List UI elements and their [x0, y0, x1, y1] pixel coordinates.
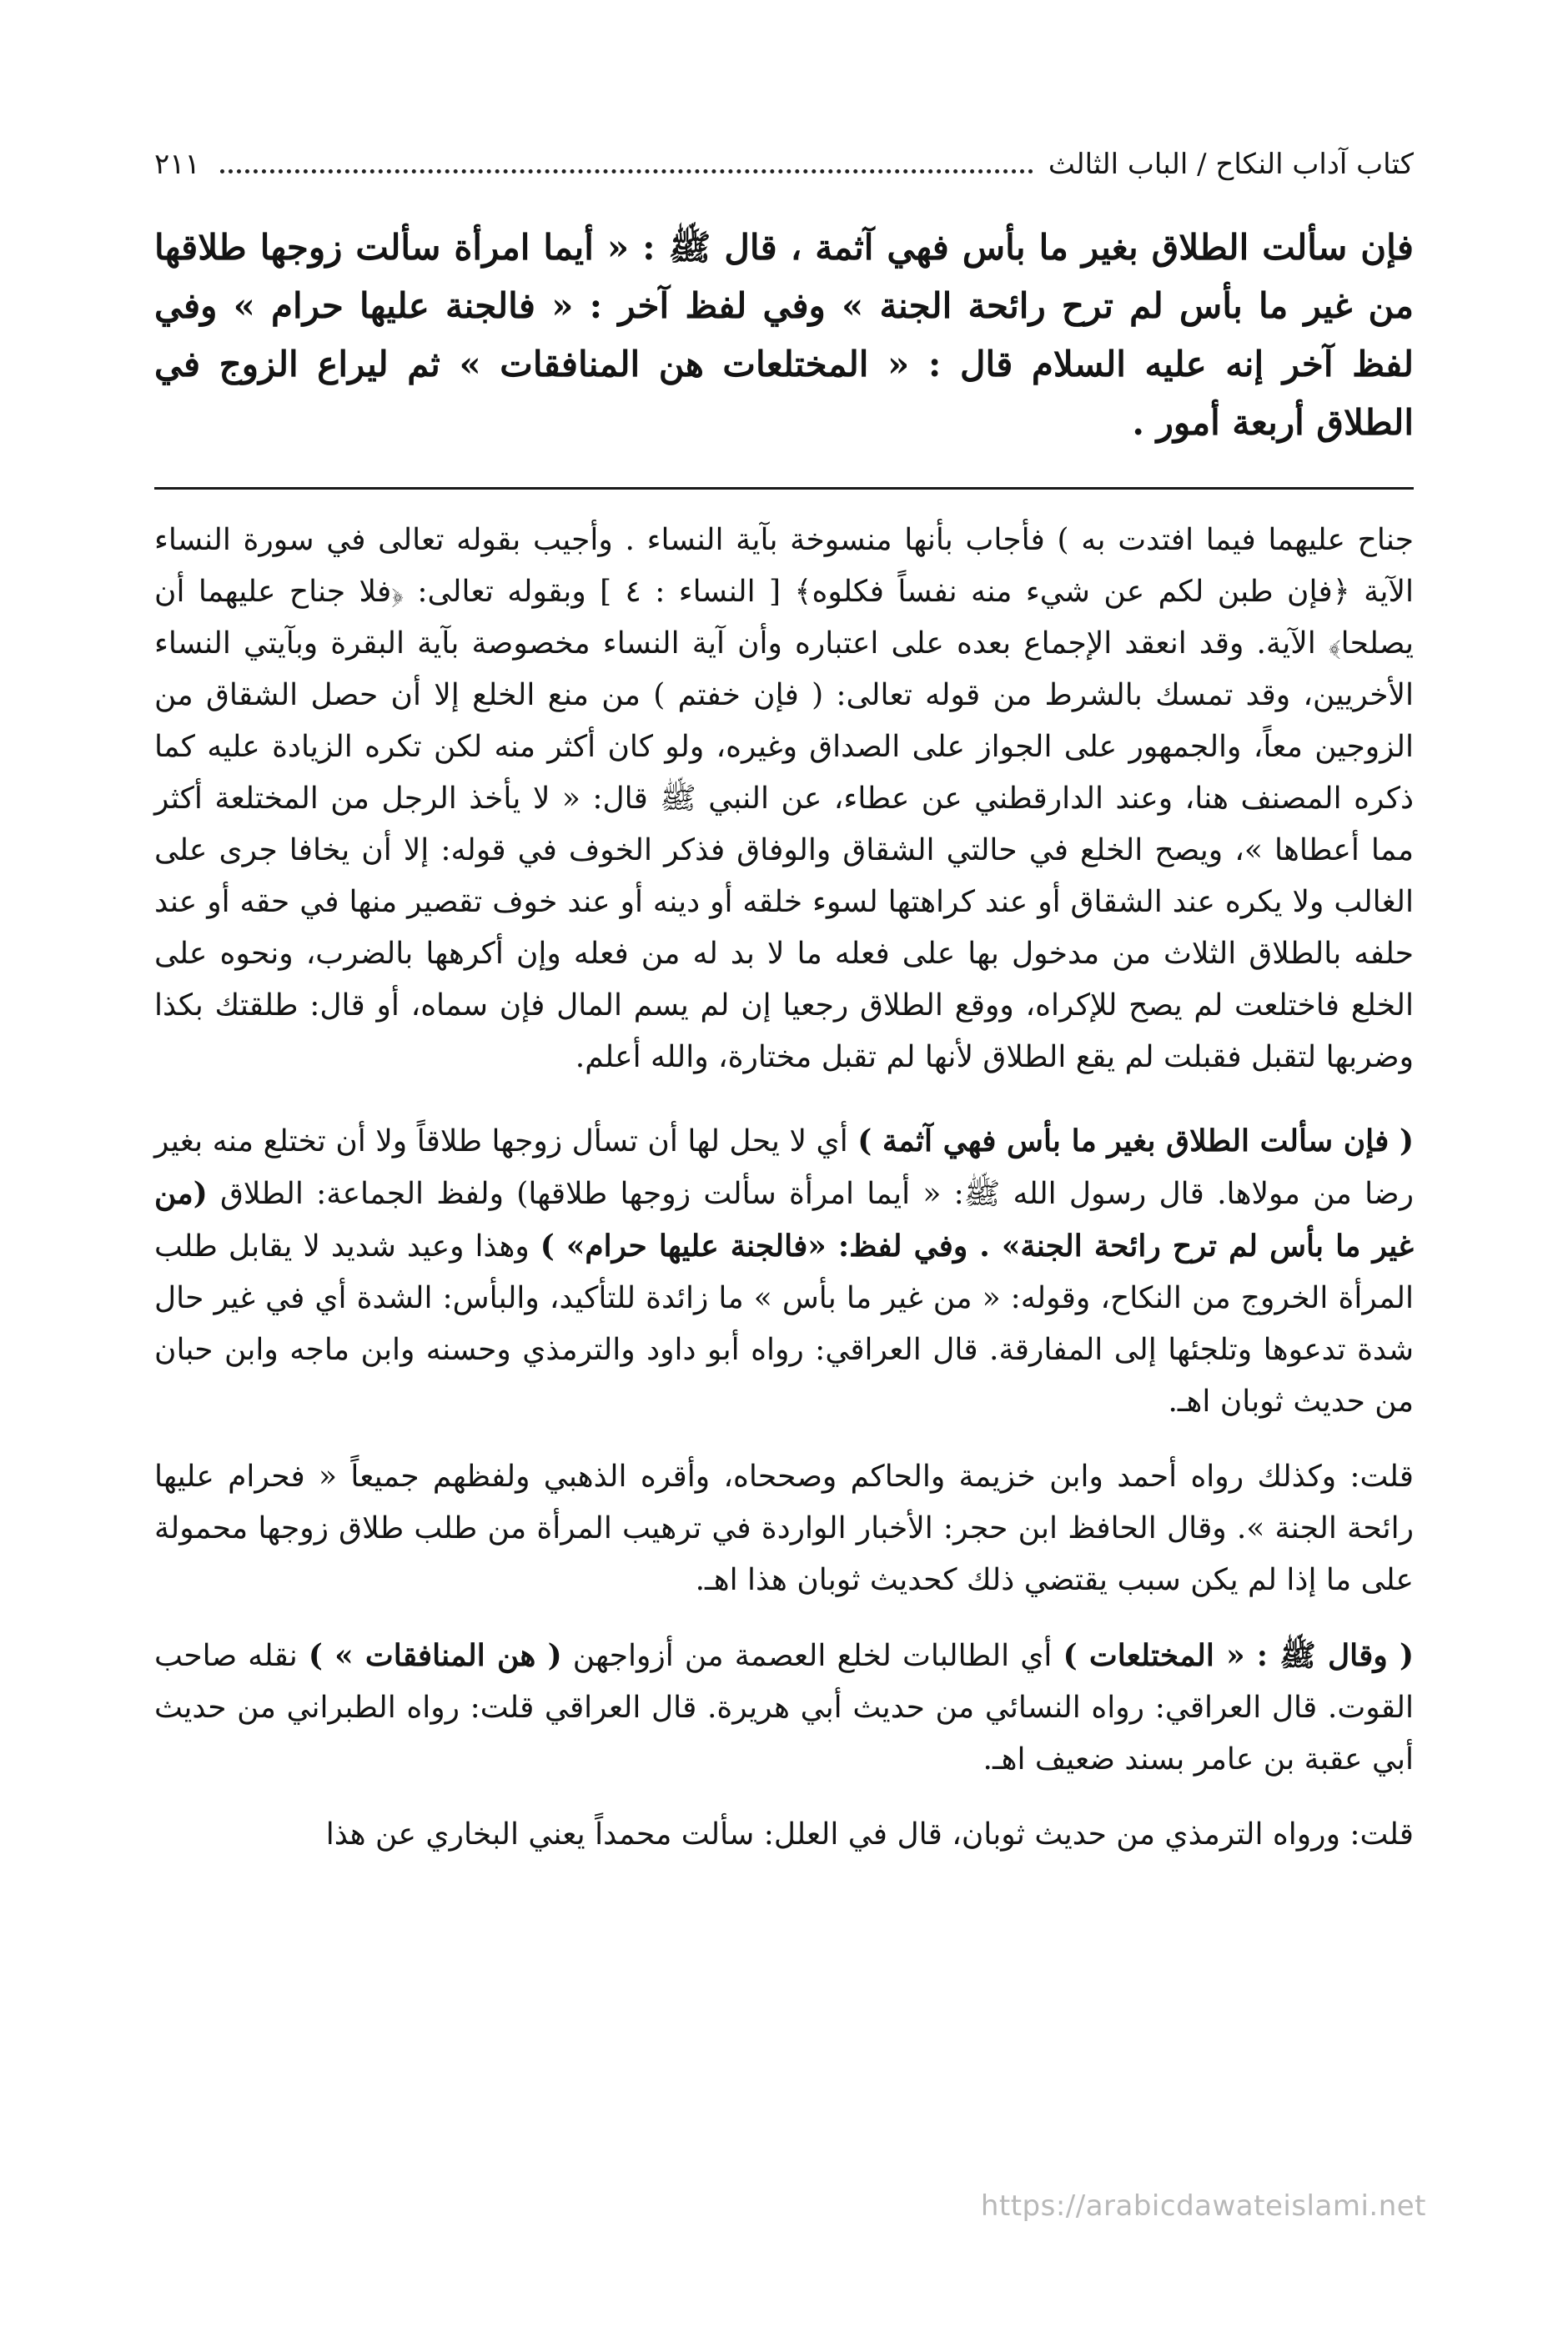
commentary-paragraph-4: [154, 1630, 1414, 1786]
quoted-lemma: ( وقال ﷺ : « المختلعات ): [1063, 1638, 1414, 1673]
main-text: فإن سألت الطلاق بغير ما بأس فهي آثمة ، قال ﷺ : « أيما امرأة سألت زوجها طلاقها من غير ما بأس لم ترح رائحة الجنة » وفي لفظ آخر : « فالجنة عليها حرام » وفي لفظ آخر إنه عليه السلام قال : « المختلعات هن المنافقات » ثم ليراع الزوج في الطلاق أربعة أمور .: [154, 227, 1414, 443]
commentary-paragraph-3: قلت: وكذلك رواه أحمد وابن خزيمة والحاكم وصححاه، وأقره الذهبي ولفظهم جميعاً « فحرام عليها رائحة الجنة ». وقال الحافظ ابن حجر: الأخبار الواردة في ترهيب المرأة من طلب طلاق زوجها محمولة على ما إذا لم يكن سبب يقتضي ذلك كحديث ثوبان هذا اهـ.: [154, 1460, 1414, 1597]
paragraph-text: أي الطالبات لخلع العصمة من أزواجهن: [561, 1639, 1063, 1673]
paragraph-text: نقله صاحب القوت. قال العراقي: رواه النسائي من حديث أبي هريرة. قال العراقي قلت: رواه الطبراني من حديث أبي عقبة بن عامر بسند ضعيف اهـ.: [154, 1639, 1414, 1777]
commentary-paragraph-5: قلت: ورواه الترمذي من حديث ثوبان، قال في العلل: سألت محمداً يعني البخاري عن هذا: [325, 1817, 1414, 1852]
leader-dots: [220, 169, 1033, 173]
running-header: [154, 125, 1414, 183]
paragraph-text: وهذا وعيد شديد لا يقابل طلب المرأة الخروج من النكاح، وقوله: « من غير ما بأس » ما زائدة للتأكيد، والبأس: الشدة أي في غير حال شدة تدعوها وتلجئها إلى المفارقة. قال العراقي: رواه أبو داود والترمذي وحسنه وابن ماجه وابن حبان من حديث ثوبان اهـ.: [154, 1229, 1414, 1419]
quoted-lemma: (من غير ما بأس لم ترح رائحة الجنة» . وفي لفظ: «فالجنة عليها حرام» ): [154, 1176, 1414, 1264]
chapter-title: كتاب آداب النكاح / الباب الثالث: [1048, 148, 1414, 181]
book-page: [154, 125, 1414, 1884]
quoted-lemma: ( فإن سألت الطلاق بغير ما بأس فهي آثمة ): [857, 1123, 1414, 1158]
commentary-paragraph-1: جناح عليهما فيما افتدت به ) فأجاب بأنها منسوخة بآية النساء . وأجيب بقوله تعالى في سورة النساء الآية ﴿فإن طبن لكم عن شيء منه نفساً فكلوه﴾ [ النساء : ٤ ] وبقوله تعالى: ﴿فلا جناح عليهما أن يصلحا﴾ الآية. وقد انعقد الإجماع بعده على اعتباره وأن آية النساء مخصوصة بآية البقرة وبآيتي النساء الأخريين، وقد تمسك بالشرط من قوله تعالى: ( فإن خفتم ) من منع الخلع إلا أن حصل الشقاق من الزوجين معاً، والجمهور على الجواز على الصداق وغيره، ولو كان أكثر منه لكن تكره الزيادة عليه كما ذكره المصنف هنا، وعند الدارقطني عن عطاء، عن النبي ﷺ قال: « لا يأخذ الرجل من المختلعة أكثر مما أعطاها »، ويصح الخلع في حالتي الشقاق والوفاق فذكر الخوف في قوله: إلا أن يخافا جرى على الغالب ولا يكره عند الشقاق أو عند كراهتها لسوء خلقه أو دينه أو عند خوف تقصير منها في حقه أو عند حلفه بالطلاق الثلاث من مدخول بها على فعله ما لا بد له من فعله وإن أكرهها بالضرب، ونحوه على الخلع فاختلعت لم يصح للإكراه، ووقع الطلاق رجعيا إن لم يسم المال فإن سماه، أو قال: طلقتك بكذا وضربها لتقبل فقبلت لم يقع الطلاق لأنها لم تقبل مختارة، والله أعلم.: [154, 523, 1414, 1074]
paragraph-text: أي لا يحل لها أن تسأل زوجها طلاقاً ولا أن تختلع منه بغير رضا من مولاها. قال رسول الله ﷺ: « أيما امرأة سألت زوجها طلاقها) ولفظ الجماعة: الطلاق: [154, 1124, 1414, 1211]
commentary-paragraph-2: [154, 1115, 1414, 1428]
watermark-url: https://arabicdawateislami.net: [980, 2189, 1426, 2223]
commentary: [154, 515, 1414, 1861]
separator-line: [154, 487, 1414, 490]
page-number: ٢١١: [154, 148, 200, 181]
quoted-lemma: ( هن المنافقات » ): [308, 1638, 562, 1673]
